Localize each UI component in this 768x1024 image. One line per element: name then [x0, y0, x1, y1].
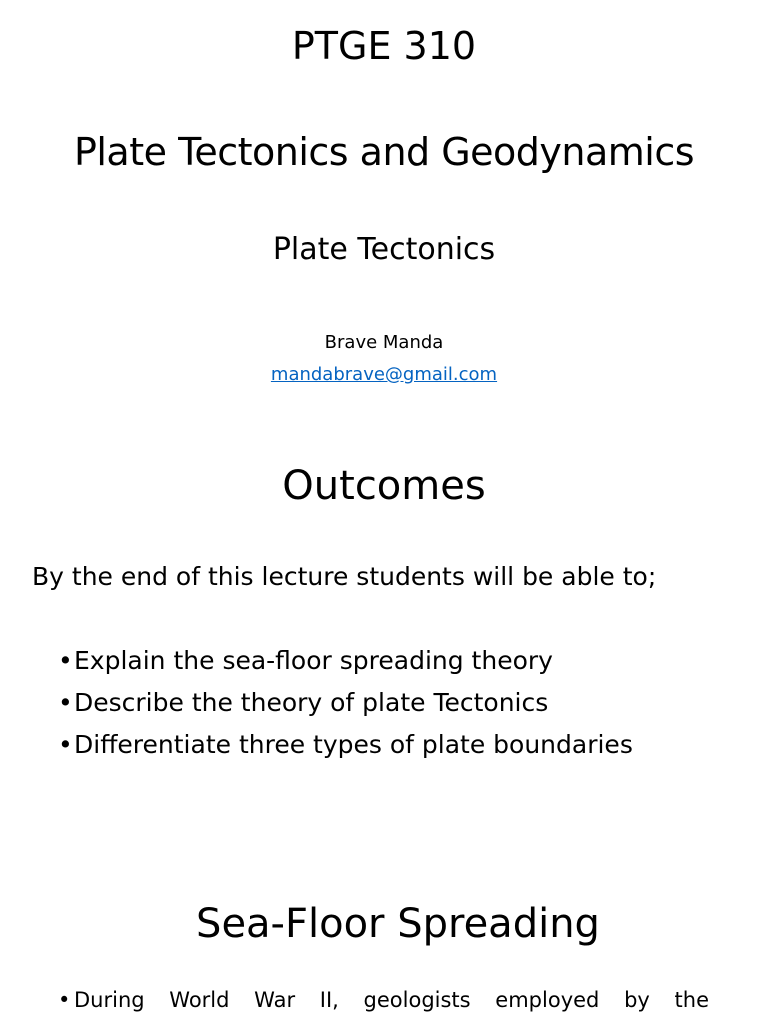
bullet-icon: •	[58, 688, 73, 717]
course-code: PTGE 310	[291, 24, 477, 68]
bullet-icon: •	[58, 646, 73, 675]
author-email-link[interactable]: mandabrave@gmail.com	[270, 364, 498, 385]
author-email-wrapper	[0, 362, 768, 388]
outcomes-slide	[0, 430, 768, 860]
seafloor-slide	[0, 860, 768, 1024]
outcome-text: Describe the theory of plate Tectonics	[74, 688, 549, 717]
list-item	[58, 724, 738, 766]
list-item	[58, 682, 738, 724]
course-title: Plate Tectonics and Geodynamics	[73, 130, 695, 174]
seafloor-paragraph-text: During World War II, geologists employed by the	[74, 988, 709, 1012]
outcomes-list	[58, 640, 738, 766]
seafloor-paragraph	[58, 982, 709, 1018]
outcome-text: Explain the sea-floor spreading theory	[74, 646, 553, 675]
bullet-icon: •	[58, 730, 73, 759]
title-slide	[0, 0, 768, 430]
list-item	[58, 640, 738, 682]
seafloor-heading: Sea-Floor Spreading	[196, 901, 600, 947]
outcomes-intro: By the end of this lecture students will be able to;	[32, 562, 657, 591]
lecture-title: Plate Tectonics	[272, 232, 496, 267]
outcomes-heading: Outcomes	[282, 463, 486, 509]
bullet-icon: •	[58, 988, 71, 1012]
outcome-text: Differentiate three types of plate boundaries	[74, 730, 633, 759]
author-name: Brave Manda	[324, 332, 444, 353]
